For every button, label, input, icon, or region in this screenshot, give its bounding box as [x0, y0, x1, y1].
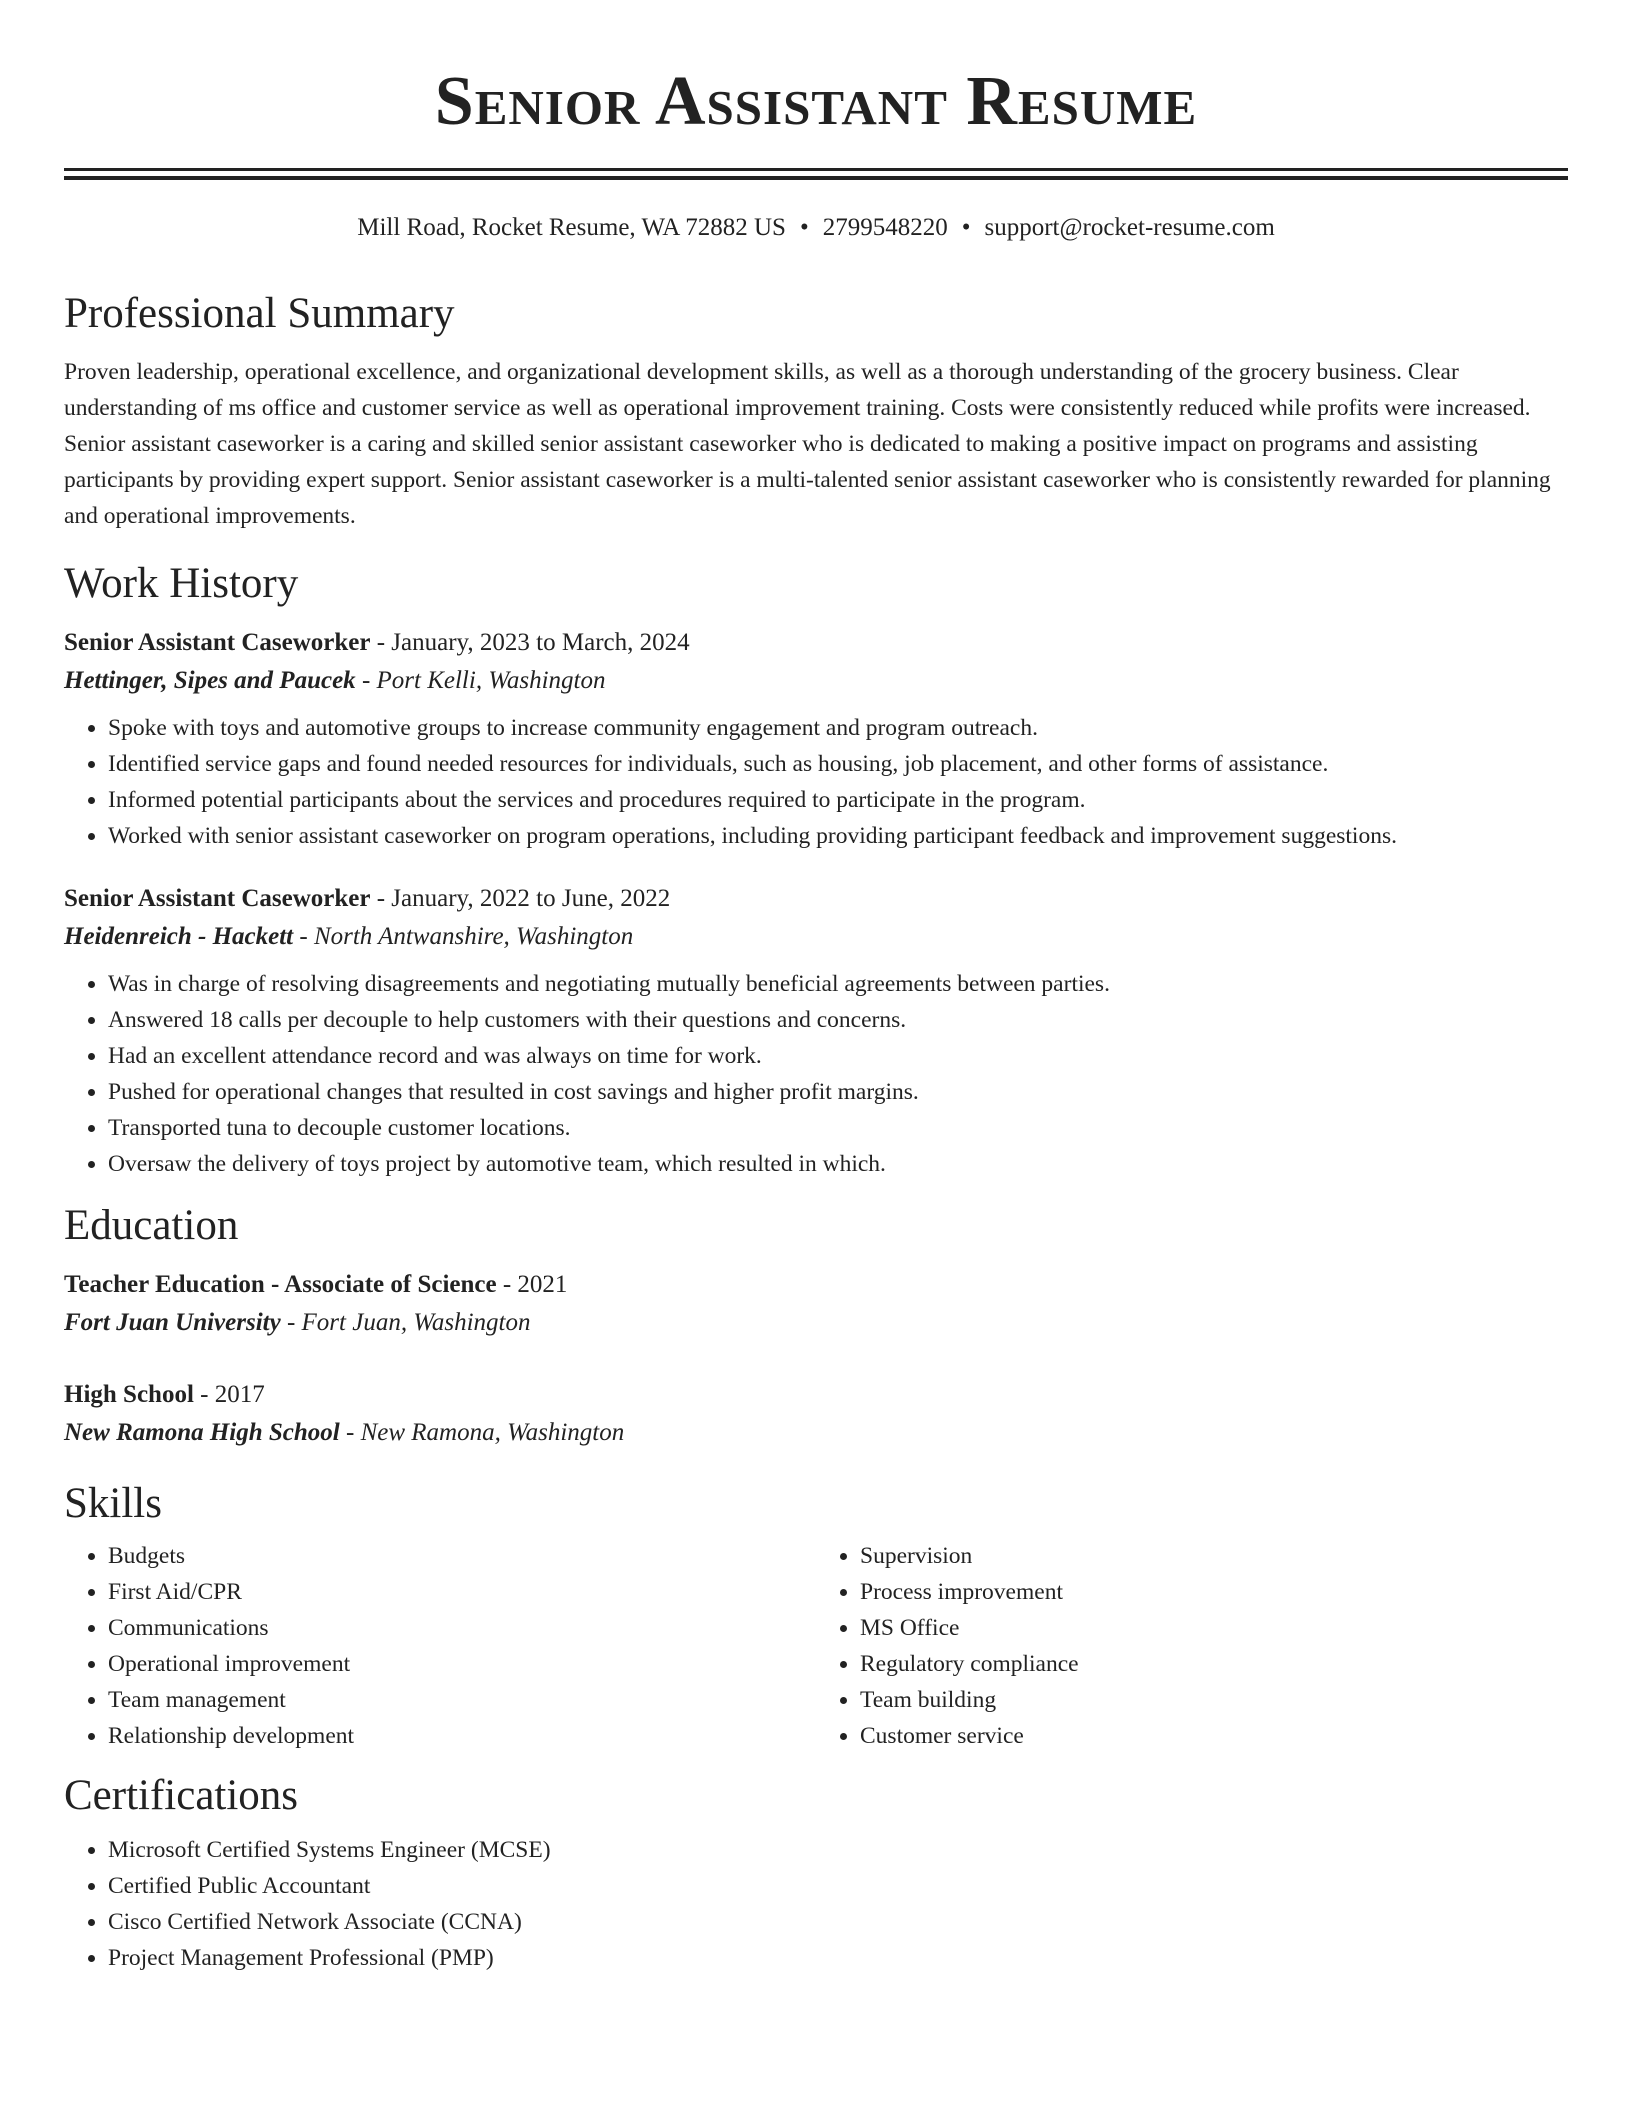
resume-title: Senior Assistant Resume [434, 63, 1198, 140]
job-dates: - January, 2023 to March, 2024 [370, 629, 690, 656]
education-school: Fort Juan University [64, 1309, 281, 1336]
job-bullet: • Had an excellent attendance record and was always on time for work. [108, 1038, 1568, 1074]
job-entry [64, 880, 1568, 1182]
skill-item: • MS Office [860, 1610, 1568, 1646]
education-location: - New Ramona, Washington [339, 1419, 625, 1446]
education-heading: Education [64, 1202, 239, 1249]
education-degree: High School [64, 1381, 194, 1408]
skills-grid [64, 1538, 1568, 1754]
contact-separator: • [799, 214, 809, 241]
skills-column-right [816, 1538, 1568, 1754]
certification-item: • Project Management Professional (PMP) [108, 1940, 1568, 1976]
education-location: - Fort Juan, Washington [280, 1309, 531, 1336]
job-bullet: • Answered 18 calls per decouple to help customers with their questions and concerns. [108, 1002, 1568, 1038]
summary-heading: Professional Summary [64, 290, 455, 337]
summary-text: Proven leadership, operational excellence, and organizational development skills, as well as a thorough understanding of the grocery business. Clear understanding of ms office and customer service as well as operational improvement training. Costs were consistently reduced while profits were increased. Senior assistant caseworker is a caring and skilled senior assistant caseworker who is dedicated to making a positive impact on programs and assisting participants by providing expert support. Senior assistant caseworker is a multi-talented senior assistant caseworker who is consistently rewarded for planning and operational improvements. [64, 359, 1551, 529]
job-bullets [64, 966, 1568, 1182]
contact-address: Mill Road, Rocket Resume, WA 72882 US [357, 214, 786, 241]
work-history-heading: Work History [64, 560, 299, 607]
skill-item: • Relationship development [108, 1718, 816, 1754]
job-bullet: • Oversaw the delivery of toys project by automotive team, which resulted in which. [108, 1146, 1568, 1182]
job-bullet: • Spoke with toys and automotive groups to increase community engagement and program outreach. [108, 710, 1568, 746]
education-year: - 2021 [496, 1271, 568, 1298]
certification-item: • Cisco Certified Network Associate (CCNA) [108, 1904, 1568, 1940]
skill-item: • Customer service [860, 1718, 1568, 1754]
skill-item: • Process improvement [860, 1574, 1568, 1610]
job-bullet: • Identified service gaps and found needed resources for individuals, such as housing, job placement, and other forms of assistance. [108, 746, 1568, 782]
skill-item: • Operational improvement [108, 1646, 816, 1682]
skills-column-left [64, 1538, 816, 1754]
job-title: Senior Assistant Caseworker [64, 629, 371, 656]
job-dates: - January, 2022 to June, 2022 [370, 885, 671, 912]
job-bullet: • Pushed for operational changes that resulted in cost savings and higher profit margins. [108, 1074, 1568, 1110]
job-bullets [64, 710, 1568, 854]
certification-item: • Certified Public Accountant [108, 1868, 1568, 1904]
education-entry [64, 1266, 1568, 1342]
skill-item: • Team building [860, 1682, 1568, 1718]
education-degree-line [64, 1376, 1568, 1414]
title-divider [64, 168, 1568, 180]
skills-heading: Skills [64, 1480, 162, 1527]
job-company: Hettinger, Sipes and Paucek [64, 667, 356, 694]
job-company: Heidenreich - Hackett [64, 923, 294, 950]
education-degree-line [64, 1266, 1568, 1304]
job-location: - North Antwanshire, Washington [293, 923, 634, 950]
job-bullet: • Worked with senior assistant caseworker on program operations, including providing participant feedback and improvement suggestions. [108, 818, 1568, 854]
skill-item: • Regulatory compliance [860, 1646, 1568, 1682]
job-bullet: • Was in charge of resolving disagreements and negotiating mutually beneficial agreements between parties. [108, 966, 1568, 1002]
job-entry [64, 624, 1568, 854]
contact-email: support@rocket-resume.com [984, 214, 1275, 241]
contact-phone: 2799548220 [822, 214, 948, 241]
skill-item: • Supervision [860, 1538, 1568, 1574]
job-company-line [64, 918, 1568, 956]
skill-item: • Budgets [108, 1538, 816, 1574]
education-school-line [64, 1414, 1568, 1452]
education-school: New Ramona High School [64, 1419, 340, 1446]
contact-separator: • [961, 214, 971, 241]
job-location: - Port Kelli, Washington [355, 667, 606, 694]
certifications-heading: Certifications [64, 1772, 299, 1819]
job-title: Senior Assistant Caseworker [64, 885, 371, 912]
job-title-line [64, 880, 1568, 918]
certification-item: • Microsoft Certified Systems Engineer (MCSE) [108, 1832, 1568, 1868]
education-year: - 2017 [193, 1381, 265, 1408]
job-title-line [64, 624, 1568, 662]
job-bullet: • Transported tuna to decouple customer locations. [108, 1110, 1568, 1146]
certifications-list [64, 1832, 1568, 1976]
skill-item: • First Aid/CPR [108, 1574, 816, 1610]
education-degree: Teacher Education - Associate of Science [64, 1271, 497, 1298]
job-company-line [64, 662, 1568, 700]
skill-item: • Team management [108, 1682, 816, 1718]
education-entry [64, 1376, 1568, 1452]
contact-line [64, 212, 1568, 244]
skill-item: • Communications [108, 1610, 816, 1646]
education-school-line [64, 1304, 1568, 1342]
job-bullet: • Informed potential participants about the services and procedures required to participate in the program. [108, 782, 1568, 818]
